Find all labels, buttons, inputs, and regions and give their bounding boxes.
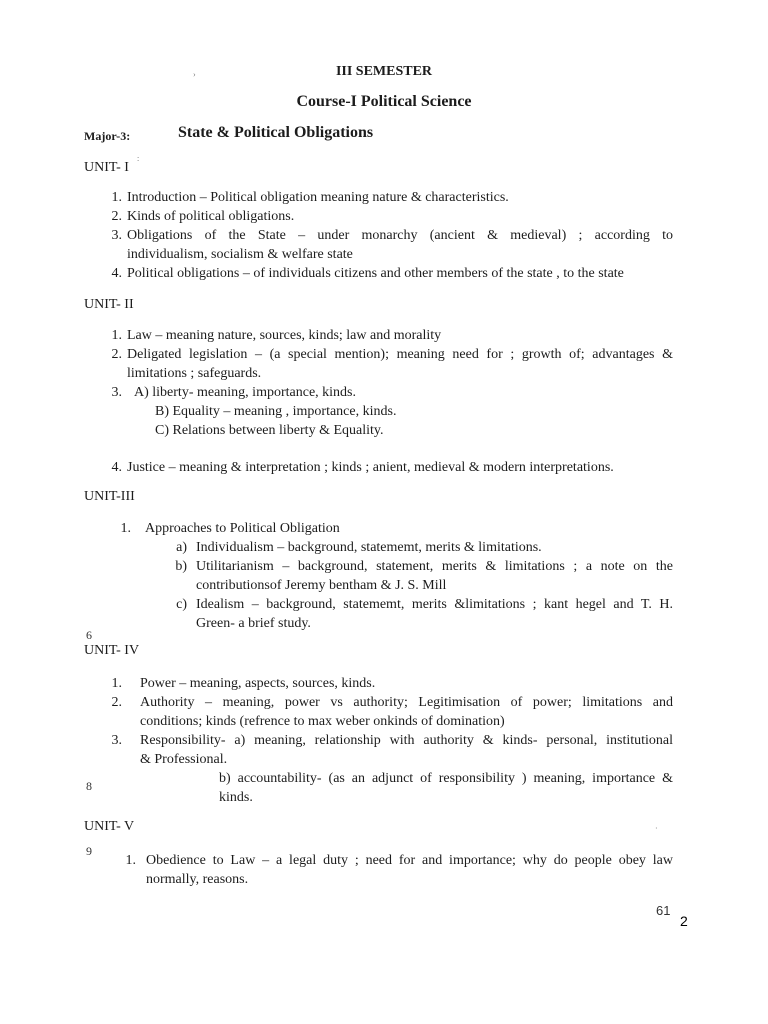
item-text: Justice – meaning & interpretation ; kinds ; anient, medieval & modern interpretations.: [127, 460, 614, 475]
semester-heading: III SEMESTER: [335, 64, 433, 79]
margin-number: 8: [86, 779, 92, 793]
item-text: Obligations of the State – under monarchy (ancient & medieval) ; according to: [127, 228, 673, 243]
item-number: 1.: [120, 521, 131, 536]
pdf-page-number: 2: [680, 913, 688, 929]
item-number: 2.: [111, 695, 122, 710]
page-number: 61: [656, 903, 671, 918]
scan-speck: :: [137, 154, 140, 163]
item-text-continued: B) Equality – meaning , importance, kinds.: [155, 404, 397, 419]
item-text: Political obligations – of individuals citizens and other members of the state , to the state: [127, 266, 624, 281]
sub-item-text-continued: contributionsof Jeremy bentham & J. S. Mill: [196, 578, 447, 593]
item-number: 1.: [125, 853, 136, 868]
item-number: 3.: [111, 385, 122, 400]
sub-item-label: c): [176, 597, 187, 612]
item-text-continued: individualism, socialism & welfare state: [127, 247, 353, 262]
item-text: Deligated legislation – (a special mention); meaning need for ; growth of; advantages &: [127, 347, 673, 362]
scan-speck: ·: [655, 824, 658, 833]
item-number: 3.: [111, 228, 122, 243]
item-text: Obedience to Law – a legal duty ; need for and importance; why do people obey law: [146, 853, 673, 868]
item-text: Introduction – Political obligation meaning nature & characteristics.: [127, 190, 509, 205]
item-text: Power – meaning, aspects, sources, kinds.: [140, 676, 376, 691]
item-number: 4.: [111, 460, 122, 475]
unit-5-title: UNIT- V: [84, 819, 135, 834]
item-text: A) liberty- meaning, importance, kinds.: [134, 385, 356, 400]
item-number: 1.: [111, 328, 122, 343]
unit-3-title: UNIT-III: [84, 489, 135, 504]
item-text: Kinds of political obligations.: [127, 209, 295, 224]
item-text-continued: limitations ; safeguards.: [127, 366, 262, 381]
sub-item-text: Individualism – background, statememt, merits & limitations.: [196, 540, 542, 555]
item-text: b) accountability- (as an adjunct of responsibility ) meaning, importance &: [219, 771, 673, 786]
course-title: Course-I Political Science: [296, 93, 472, 110]
item-number: 1.: [111, 190, 122, 205]
item-number: 1.: [111, 676, 122, 691]
scan-speck: ›: [193, 70, 196, 79]
major-label: Major-3:: [84, 129, 131, 143]
item-number: 4.: [111, 266, 122, 281]
item-text-continued: kinds.: [219, 790, 253, 805]
item-text: Authority – meaning, power vs authority; Legitimisation of power; limitations and: [140, 695, 673, 710]
sub-item-text: Idealism – background, statememt, merits &limitations ; kant hegel and T. H.: [196, 597, 673, 612]
item-text-continued: conditions; kinds (refrence to max weber onkinds of domination): [140, 714, 505, 729]
sub-item-text: Utilitarianism – background, statement, merits & limitations ; a note on the: [196, 559, 673, 574]
item-number: 2.: [111, 209, 122, 224]
sub-item-text-continued: Green- a brief study.: [196, 616, 311, 631]
item-text: Approaches to Political Obligation: [145, 521, 340, 536]
margin-number: 6: [86, 628, 92, 642]
item-text-continued: normally, reasons.: [146, 872, 249, 887]
unit-1-title: UNIT- I: [84, 160, 129, 175]
margin-number: 9: [86, 844, 92, 858]
unit-4-title: UNIT- IV: [84, 643, 140, 658]
unit-2-title: UNIT- II: [84, 297, 134, 312]
sub-item-label: b): [175, 559, 187, 574]
major-title: State & Political Obligations: [178, 124, 374, 141]
item-number: 3.: [111, 733, 122, 748]
item-text-continued: C) Relations between liberty & Equality.: [155, 423, 384, 438]
item-text-continued: & Professional.: [140, 752, 228, 767]
sub-item-label: a): [176, 540, 187, 555]
item-number: 2.: [111, 347, 122, 362]
item-text: Responsibility- a) meaning, relationship with authority & kinds- personal, institutional: [140, 733, 673, 748]
item-text: Law – meaning nature, sources, kinds; law and morality: [127, 328, 442, 343]
